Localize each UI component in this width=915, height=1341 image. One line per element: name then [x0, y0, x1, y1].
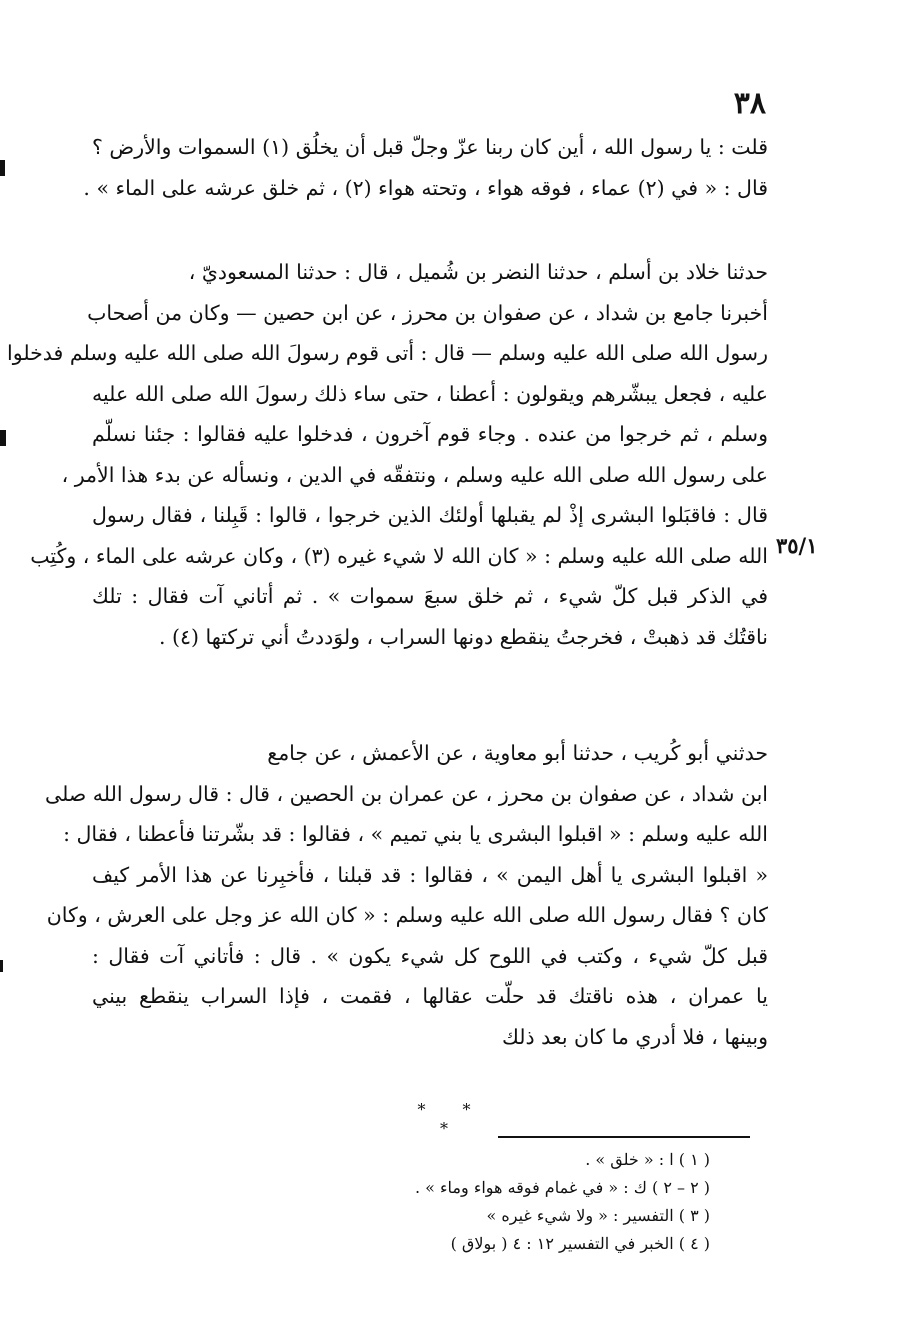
text-line: ناقتُك قد ذهبتْ ، فخرجتُ ينقطع دونها السراب ، ولوَددتُ أني تركتها (٤) .	[158, 624, 768, 649]
text-line: قال : فاقبَلوا البشرى إذْ لم يقبلها أولئك الذين خرجوا ، قالوا : قَبِلنا ، فقال رسول	[92, 503, 768, 527]
text-line: قال : « في (٢) عماء ، فوقه هواء ، وتحته هواء (٢) ، ثم خلق عرشه على الماء » .	[83, 175, 768, 200]
text-line: في الذكر قبل كلّ شيء ، ثم خلق سبعَ سموات » . ثم أتاني آت فقال : تلك	[92, 584, 768, 608]
text-line: كان ؟ فقال رسول الله صلى الله عليه وسلم : « كان الله عز وجل على العرش ، وكان	[46, 903, 768, 927]
scan-edge-mark	[0, 160, 5, 176]
text-line: وسلم ، ثم خرجوا من عنده . وجاء قوم آخرون ، فدخلوا عليه فقالوا : جئنا نسلّم	[92, 422, 768, 446]
page-number: ٣٨	[733, 86, 766, 121]
paragraph-3	[45, 733, 768, 1057]
text-line: وبينها ، فلا أدري ما كان بعد ذلك	[502, 1024, 768, 1049]
footnote: ( ٢ – ٢ ) ك : « في غمام فوقه هواء وماء » .	[414, 1178, 710, 1197]
text-line: الله عليه وسلم : « اقبلوا البشرى يا بني تميم » ، فقالوا : قد بشّرتنا فأعطنا ، فقال :	[63, 822, 768, 846]
text-line: قلت : يا رسول الله ، أين كان ربنا عزّ وجلّ قبل أن يخلُق (١) السموات والأرض ؟	[92, 135, 768, 159]
text-line: أخبرنا جامع بن شداد ، عن صفوان بن محرز ، عن ابن حصين — وكان من أصحاب	[87, 300, 768, 325]
text-line: رسول الله صلى الله عليه وسلم — قال : أتى قوم رسولَ الله صلى الله عليه وسلم فدخلوا	[7, 341, 768, 365]
text-line: ابن شداد ، عن صفوان بن محرز ، عن عمران بن الحصين ، قال : قال رسول الله صلى	[45, 781, 768, 806]
footnote: ( ٣ ) التفسير : « ولا شيء غيره »	[486, 1206, 710, 1225]
text-line: يا عمران ، هذه ناقتك قد حلّت عقالها ، فقمت ، فإذا السراب ينقطع بيني	[92, 984, 768, 1008]
footnote-divider	[498, 1136, 750, 1138]
text-line: حدثنا خلاد بن أسلم ، حدثنا النضر بن شُميل ، قال : حدثنا المسعوديّ ،	[188, 260, 768, 284]
footnotes	[320, 1146, 710, 1258]
footnote: ( ١ ) ا : « خلق » .	[585, 1150, 710, 1169]
text-line: على رسول الله صلى الله عليه وسلم ، ونتفقّه في الدين ، ونسأله عن بدء هذا الأمر ،	[61, 462, 768, 487]
text-line: الله صلى الله عليه وسلم : « كان الله لا شيء غيره (٣) ، وكان عرشه على الماء ، وكُتِب	[30, 543, 768, 568]
section-separator: * * *	[417, 1100, 487, 1138]
paragraph-2	[7, 252, 768, 657]
paragraph-1	[83, 127, 768, 208]
text-line: عليه ، فجعل يبشّرهم ويقولون : أعطنا ، حتى ساء ذلك رسولَ الله صلى الله عليه	[92, 381, 768, 406]
scan-edge-mark	[0, 430, 6, 446]
text-line: حدثني أبو كُريب ، حدثنا أبو معاوية ، عن الأعمش ، عن جامع	[267, 741, 768, 765]
margin-reference: ٣٥/١	[776, 533, 818, 558]
footnote: ( ٤ ) الخبر في التفسير ١٢ : ٤ ( بولاق )	[450, 1234, 710, 1253]
scan-edge-mark	[0, 960, 3, 972]
text-line: « اقبلوا البشرى يا أهل اليمن » ، فقالوا : قد قبلنا ، فأخبِرنا عن هذا الأمر كيف	[92, 862, 768, 887]
text-line: قبل كلّ شيء ، وكتب في اللوح كل شيء يكون » . قال : فأتاني آت فقال :	[92, 943, 768, 968]
